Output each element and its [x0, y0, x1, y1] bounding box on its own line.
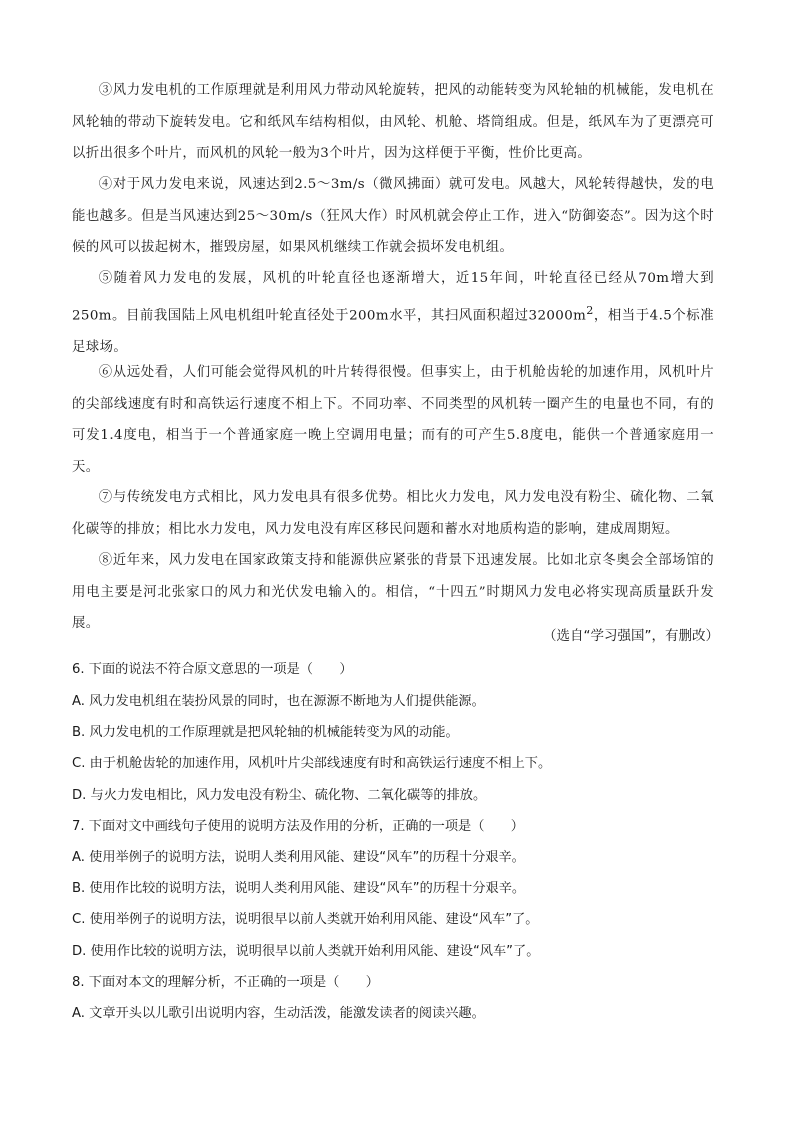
- question-7-option-d: D. 使用作比较的说明方法，说明很早以前人类就开始利用风能、建设“风车”了。: [72, 944, 540, 959]
- question-6-option-c: C. 由于机舱齿轮的加速作用，风机叶片尖部线速度有时和高铁运行速度不相上下。: [72, 756, 552, 771]
- question-6-option-d: D. 与火力发电相比，风力发电没有粉尘、硫化物、二氧化碳等的排放。: [72, 788, 487, 803]
- paragraph-5-text-before: ⑤随着风力发电的发展，风机的叶轮直径也逐渐增大，近15年间，叶轮直径已经从70m增大到250m。目前我国陆上风电机组叶轮直径处于200m水平，其扫风面积超过32000m: [72, 271, 714, 324]
- paragraph-5-text-after: ，相当于4.5个标准足球场。: [72, 308, 714, 355]
- question-7-stem: 7. 下面对文中画线句子使用的说明方法及作用的分析，正确的一项是（ ）: [72, 819, 524, 834]
- question-7-option-c: C. 使用举例子的说明方法，说明很早以前人类就开始利用风能、建设“风车”了。: [72, 912, 539, 927]
- superscript-2: 2: [586, 303, 594, 317]
- source-citation: （选自“学习强国”，有删改）: [543, 628, 719, 644]
- question-6-stem: 6. 下面的说法不符合原文意思的一项是（ ）: [72, 662, 353, 677]
- paragraph-6: ⑥从远处看，人们可能会觉得风机的叶片转得很慢。但事实上，由于机舱齿轮的加速作用，风机叶片的尖部线速度有时和高铁运行速度不相上下。不同功率、不同类型的风机转一圈产生的电量也不同，有的可发1.4度电，相当于一个普通家庭一晚上空调用电量；而有的可产生5.8度电，能供一个普通家庭用一天。: [72, 365, 714, 475]
- question-7-option-a: A. 使用举例子的说明方法，说明人类利用风能、建设“风车”的历程十分艰辛。: [72, 850, 525, 865]
- paragraph-8: ⑧近年来，风力发电在国家政策支持和能源供应紧张的背景下迅速发展。比如北京冬奥会全部场馆的用电主要是河北张家口的风力和光伏发电输入的。相信，“十四五”时期风力发电必将实现高质量跃升发展。: [72, 553, 714, 632]
- paragraph-5: [72, 263, 714, 363]
- question-8-stem: 8. 下面对本文的理解分析，不正确的一项是（ ）: [72, 975, 379, 990]
- paragraph-4: ④对于风力发电来说，风速达到2.5～3m/s（微风拂面）就可发电。风越大，风轮转得越快，发的电能也越多。但是当风速达到25～30m/s（狂风大作）时风机就会停止工作，进入“防御姿态”。因为这个时候的风可以拔起树木，摧毁房屋，如果风机继续工作就会损坏发电机组。: [72, 177, 714, 256]
- paragraph-7: ⑦与传统发电方式相比，风力发电具有很多优势。相比火力发电，风力发电没有粉尘、硫化物、二氧化碳等的排放；相比水力发电，风力发电没有库区移民问题和蓄水对地质构造的影响，建成周期短。: [72, 490, 714, 537]
- question-7-option-b: B. 使用作比较的说明方法，说明人类利用风能、建设“风车”的历程十分艰辛。: [72, 881, 526, 896]
- question-8-option-a: A. 文章开头以儿歌引出说明内容，生动活泼，能激发读者的阅读兴趣。: [72, 1006, 485, 1021]
- paragraph-3: ③风力发电机的工作原理就是利用风力带动风轮旋转，把风的动能转变为风轮轴的机械能，发电机在风轮轴的带动下旋转发电。它和纸风车结构相似，由风轮、机舱、塔筒组成。但是，纸风车为了更漂亮可以折出很多个叶片，而风机的风轮一般为3个叶片，因为这样便于平衡，性价比更高。: [72, 83, 714, 162]
- question-6-option-b: B. 风力发电机的工作原理就是把风轮轴的机械能转变为风的动能。: [72, 725, 459, 740]
- question-6-option-a: A. 风力发电机组在装扮风景的同时，也在源源不断地为人们提供能源。: [72, 694, 485, 709]
